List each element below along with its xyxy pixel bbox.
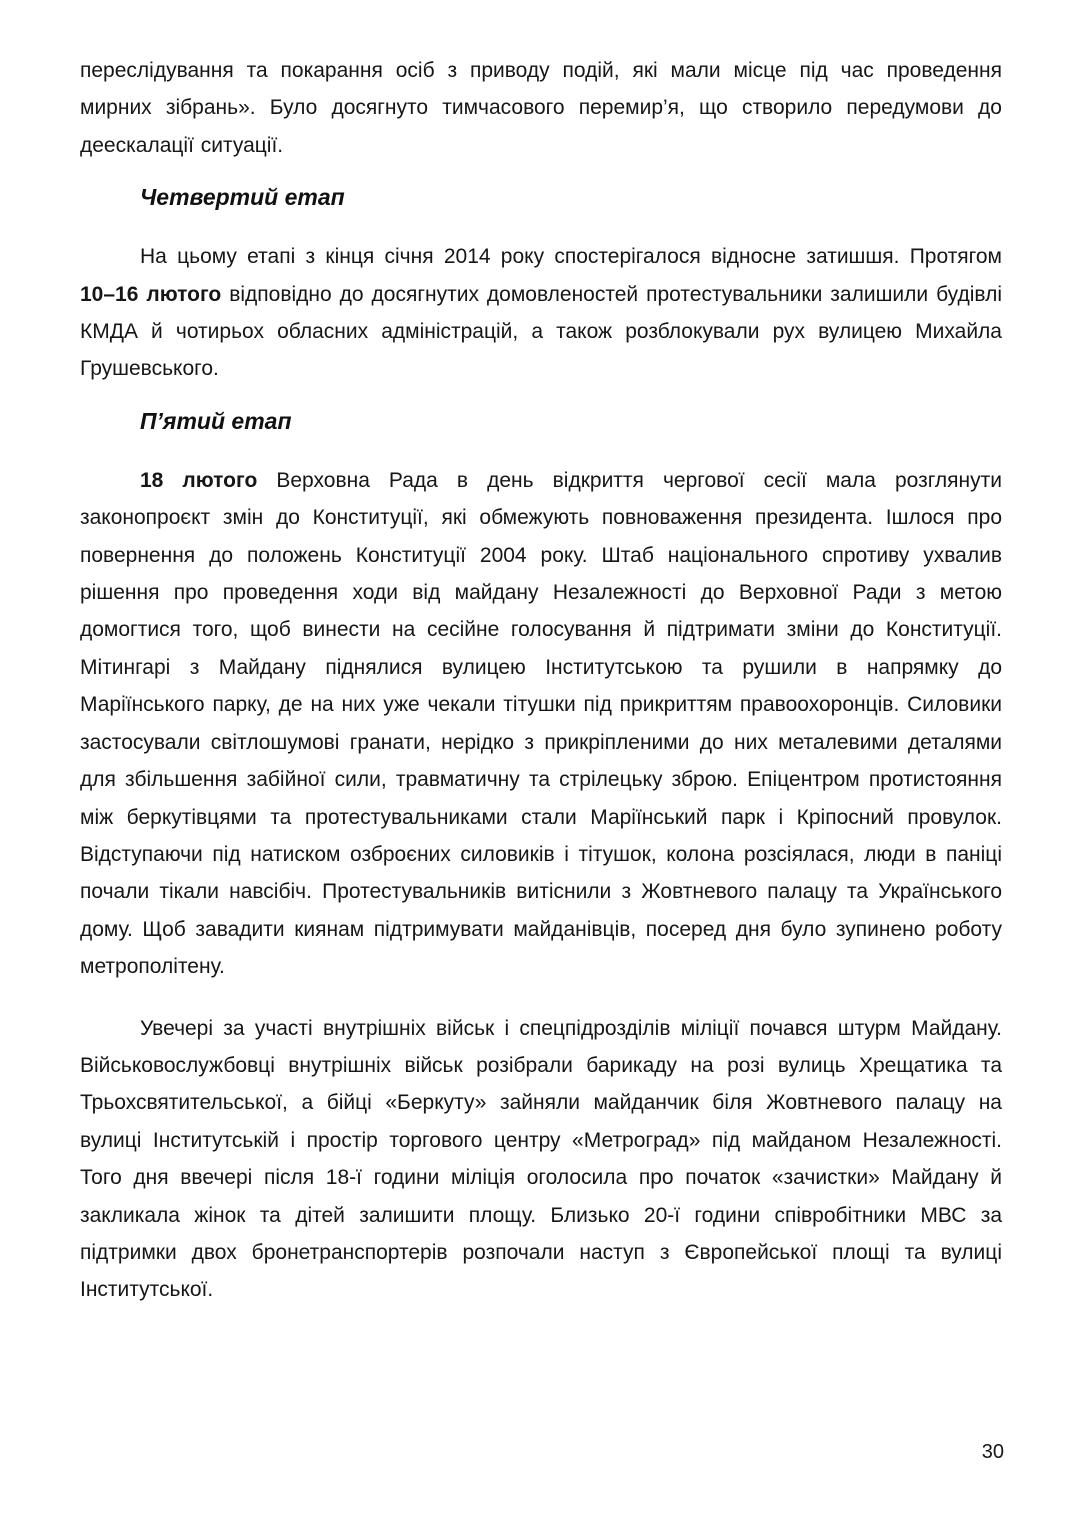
heading-fifth-stage: П’ятий етап: [140, 407, 292, 434]
paragraph-deescalation: переслідування та покарання осіб з приводу подій, які мали місце під час проведення мирних зібрань». Було досягнуто тимчасового перемир’я, що створило передумови до деескалації ситуації.: [80, 59, 1002, 157]
paragraph-feb18-march: [80, 462, 1002, 986]
bold-date-range: 10–16 лютого: [80, 282, 222, 306]
heading-fourth-stage: Четвертий етап: [140, 184, 345, 211]
paragraph-fourth-stage: [80, 238, 1002, 388]
text-run: На цьому етапі з кінця січня 2014 року спостерігалося відносне затишшя. Протягом: [140, 245, 1002, 269]
text-run: відповідно до досягнутих домовленостей протестувальники залишили будівлі КМДА й чотирьох обласних адміністрацій, а також розблокували рух вулицею Михайла Грушевського.: [80, 282, 1002, 381]
text-run: Верховна Рада в день відкриття чергової сесії мала розглянути законопроєкт змін до Конституції, які обмежують повноваження президента. Ішлося про повернення до положень Конституції 2004 року. Штаб національного спротиву ухвалив рішення про проведення ходи від майдану Незалежності до Верховної Ради з метою домогтися того, щоб винести на сесійне голосування й підтримати зміни до Конституції. Мітингарі з Майдану піднялися вулицею Інститутською та рушили в напрямку до Маріїнського парку, де на них уже чекали тітушки під прикриттям правоохоронців. Силовики застосували світлошумові гранати, нерідко з прикріпленими до них металевими деталями для збільшення забійної сили, травматичну та стрілецьку зброю. Епіцентром протистояння між беркутівцями та протестувальниками стали Маріїнський парк і Кріпосний провулок. Відступаючи під натиском озброєних силовиків і тітушок, колона розсіялася, люди в паніці почали тікали навсібіч. Протестувальників витіснили з Жовтневого палацу та Українського дому. Щоб завадити киянам підтримувати майданівців, посеред дня було зупинено роботу метрополітену.: [80, 468, 1002, 979]
bold-date: 18 лютого: [140, 468, 258, 492]
page-number: 30: [981, 1441, 1004, 1463]
paragraph-evening-assault: Увечері за участі внутрішніх військ і спецпідрозділів міліції почався штурм Майдану. Військовослужбовці внутрішніх військ розібрали барикаду на розі вулиць Хрещатика та Трьохсвятительської, а бійці «Беркуту» зайняли майданчик біля Жовтневого палацу на вулиці Інститутській і простір торгового центру «Метроград» під майданом Незалежності. Того дня ввечері після 18-ї години міліція оголосила про початок «зачистки» Майдану й закликала жінок та дітей залишити площу. Близько 20-ї години співробітники МВС за підтримки двох бронетранспортерів розпочали наступ з Європейської площі та вулиці Інститутської.: [80, 1016, 1002, 1302]
